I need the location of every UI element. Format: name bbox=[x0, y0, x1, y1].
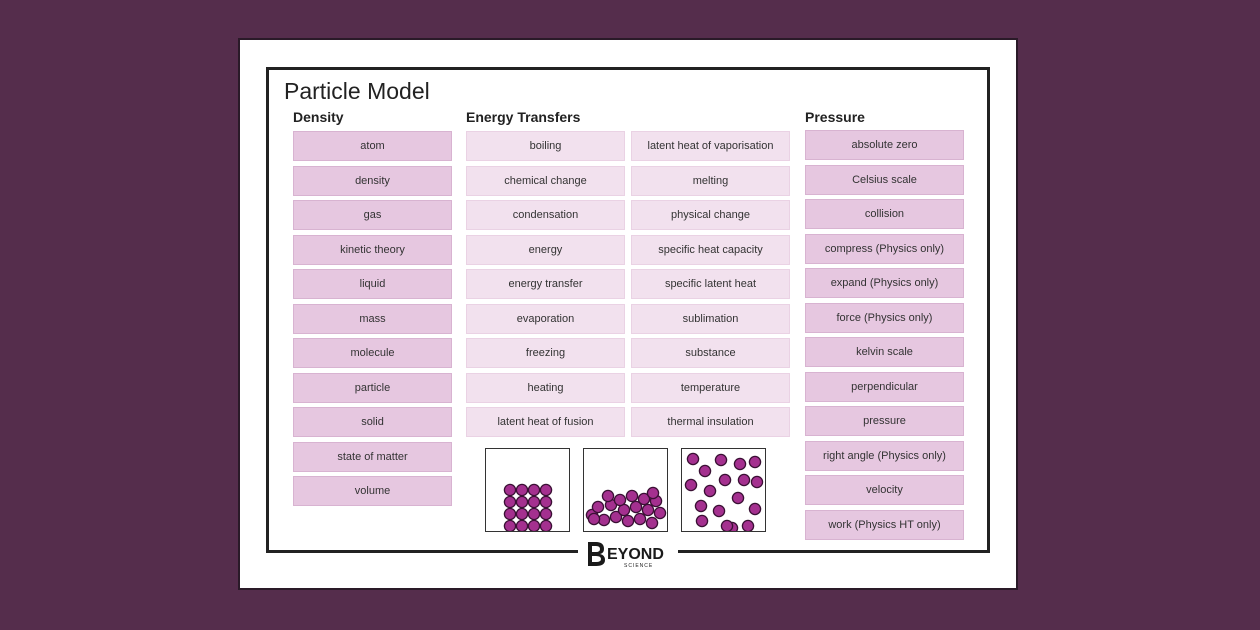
pressure-term-card: perpendicular bbox=[805, 372, 964, 402]
energy-term-card: latent heat of vaporisation bbox=[631, 131, 790, 161]
logo-b-mark bbox=[588, 542, 605, 566]
gas-particle bbox=[685, 479, 696, 490]
liquid-particle bbox=[602, 490, 613, 501]
pressure-term-card: work (Physics HT only) bbox=[805, 510, 964, 540]
solid-particles-svg bbox=[486, 449, 569, 531]
liquid-particle bbox=[646, 517, 657, 528]
energy-term-card: boiling bbox=[466, 131, 625, 161]
pressure-term-card: right angle (Physics only) bbox=[805, 441, 964, 471]
solid-particle bbox=[528, 520, 539, 531]
solid-particle bbox=[528, 484, 539, 495]
gas-particle bbox=[742, 520, 753, 531]
gas-particle bbox=[749, 456, 760, 467]
energy-term-card: condensation bbox=[466, 200, 625, 230]
logo-subtext: SCIENCE bbox=[624, 563, 654, 569]
gas-particle bbox=[719, 474, 730, 485]
solid-particle bbox=[516, 496, 527, 507]
energy-term-card: temperature bbox=[631, 373, 790, 403]
logo-svg bbox=[578, 538, 678, 570]
density-heading: Density bbox=[293, 109, 344, 125]
density-term-card: gas bbox=[293, 200, 452, 230]
energy-term-card: thermal insulation bbox=[631, 407, 790, 437]
energy-term-card: freezing bbox=[466, 338, 625, 368]
page-title: Particle Model bbox=[284, 78, 430, 104]
pressure-term-card: kelvin scale bbox=[805, 337, 964, 367]
energy-term-card: heating bbox=[466, 373, 625, 403]
liquid-particle bbox=[622, 515, 633, 526]
gas-particle bbox=[715, 454, 726, 465]
energy-term-card: energy transfer bbox=[466, 269, 625, 299]
liquid-particle bbox=[588, 513, 599, 524]
solid-particle bbox=[504, 484, 515, 495]
solid-particle bbox=[516, 520, 527, 531]
energy-term-card: latent heat of fusion bbox=[466, 407, 625, 437]
density-term-card: mass bbox=[293, 304, 452, 334]
pressure-term-card: absolute zero bbox=[805, 130, 964, 160]
solid-particle bbox=[540, 520, 551, 531]
energy-term-card: sublimation bbox=[631, 304, 790, 334]
liquid-particles-svg bbox=[584, 449, 667, 531]
gas-particles-diagram bbox=[681, 448, 766, 532]
gas-particle bbox=[704, 485, 715, 496]
solid-particle bbox=[516, 508, 527, 519]
gas-particle bbox=[721, 520, 732, 531]
liquid-particle bbox=[614, 494, 625, 505]
density-term-card: liquid bbox=[293, 269, 452, 299]
logo-text: EYOND bbox=[607, 546, 664, 563]
gas-particle bbox=[738, 474, 749, 485]
solid-particle bbox=[540, 508, 551, 519]
solid-particle bbox=[516, 484, 527, 495]
pressure-heading: Pressure bbox=[805, 109, 865, 125]
density-term-card: density bbox=[293, 166, 452, 196]
gas-particle bbox=[696, 515, 707, 526]
gas-particles-svg bbox=[682, 449, 765, 531]
gas-particle bbox=[699, 465, 710, 476]
density-term-card: solid bbox=[293, 407, 452, 437]
gas-particle bbox=[713, 505, 724, 516]
gas-particle bbox=[751, 476, 762, 487]
gas-particle bbox=[749, 503, 760, 514]
energy-heading: Energy Transfers bbox=[466, 109, 581, 125]
liquid-particle bbox=[626, 490, 637, 501]
gas-particle bbox=[734, 458, 745, 469]
beyond-science-logo bbox=[578, 538, 678, 570]
pressure-term-card: force (Physics only) bbox=[805, 303, 964, 333]
energy-term-card: specific heat capacity bbox=[631, 235, 790, 265]
density-term-card: molecule bbox=[293, 338, 452, 368]
density-term-card: state of matter bbox=[293, 442, 452, 472]
gas-particle bbox=[732, 492, 743, 503]
solid-particle bbox=[504, 496, 515, 507]
energy-term-card: melting bbox=[631, 166, 790, 196]
pressure-term-card: compress (Physics only) bbox=[805, 234, 964, 264]
gas-particle bbox=[695, 500, 706, 511]
solid-particle bbox=[540, 496, 551, 507]
liquid-particle bbox=[654, 507, 665, 518]
liquid-particle bbox=[634, 513, 645, 524]
pressure-term-card: Celsius scale bbox=[805, 165, 964, 195]
solid-particle bbox=[540, 484, 551, 495]
density-term-card: atom bbox=[293, 131, 452, 161]
liquid-particle bbox=[592, 501, 603, 512]
pressure-term-card: velocity bbox=[805, 475, 964, 505]
energy-term-card: chemical change bbox=[466, 166, 625, 196]
density-term-card: particle bbox=[293, 373, 452, 403]
gas-particle bbox=[687, 453, 698, 464]
liquid-particles-diagram bbox=[583, 448, 668, 532]
solid-particle bbox=[528, 496, 539, 507]
solid-particle bbox=[504, 508, 515, 519]
energy-term-card: substance bbox=[631, 338, 790, 368]
solid-particles-diagram bbox=[485, 448, 570, 532]
liquid-particle bbox=[647, 487, 658, 498]
pressure-term-card: pressure bbox=[805, 406, 964, 436]
density-term-card: kinetic theory bbox=[293, 235, 452, 265]
energy-term-card: evaporation bbox=[466, 304, 625, 334]
solid-particle bbox=[528, 508, 539, 519]
pressure-term-card: collision bbox=[805, 199, 964, 229]
solid-particle bbox=[504, 520, 515, 531]
density-term-card: volume bbox=[293, 476, 452, 506]
energy-term-card: specific latent heat bbox=[631, 269, 790, 299]
energy-term-card: physical change bbox=[631, 200, 790, 230]
pressure-term-card: expand (Physics only) bbox=[805, 268, 964, 298]
liquid-particle bbox=[642, 504, 653, 515]
energy-term-card: energy bbox=[466, 235, 625, 265]
